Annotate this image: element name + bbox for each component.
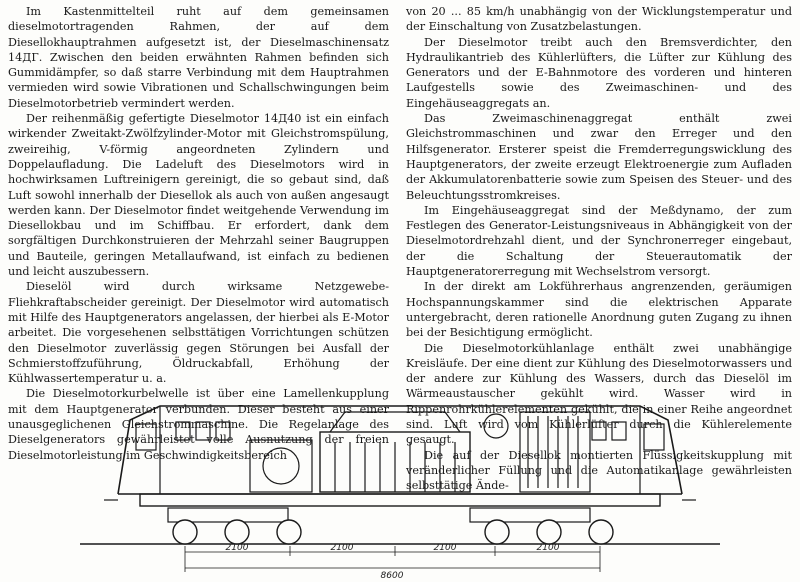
paragraph: In der direkt am Lokführerhaus angrenzenden, geräumigen Hochspannungskammer sind die elektrischen Apparate untergebracht, deren rationelle Anordnung guten Zugang zu ihnen bei der Besichtigung ermöglicht. [406, 280, 792, 340]
paragraph: Der reihenmäßig gefertigte Dieselmotor 14Д40 ist ein einfach wirkender Zweitakt-Zwölfzylinder-Motor mit Gleichstromspülung, zweireihig, V-förmig angeordneten Zylindern und Doppelaufladung. Die Ladeluft des Dieselmotors wird in hochwirksamen Luftreinigern gereinigt, die so gebaut sind, daß Luft sowohl innerhalb der Diesellok als auch von außen angesaugt werden kann. Der Dieselmotor findet weitgehende Verwendung im Diesellokbau und im Schiffbau. Er erfordert, dank dem sorgfältigen Durchkonstruieren der Mehrzahl seiner Baugruppen und Bauteile, geringen Metallaufwand, ist einfach zu bedienen und leicht auszubessern. [8, 112, 389, 279]
locomotive-section-drawing [0, 382, 800, 582]
paragraph: Die auf der Diesellok montierten Flüssigkeitskupplung mit veränderlicher Füllung und die Automatikanlage gewährleisten selbsttätige Ände- [406, 448, 792, 493]
dimension-label: 2100 [536, 543, 560, 553]
paragraph: Die Dieselmotorkühlanlage enthält zwei unabhängige Kreisläufe. Der eine dient zur Kühlung des Dieselmotorwassers und der andere zur Kühlung des Wassers, durch das Dieselöl im Wärmeaustauscher gekühlt wird. Wasser wird in Rippenrohrkühlerelementen gekühlt, die in einer Reihe angeordnet sind. Luft wird vom Kühlerlüfter durch die Kühlerelemente gesaugt. [406, 341, 792, 447]
dimension-label: 2100 [433, 543, 457, 553]
paragraph: Im Eingehäuseaggregat sind der Meßdynamo, der zum Festlegen des Generator-Leistungsniveaus in Abhängigkeit von der Dieselmotordrehzahl dient, und der Synchronerreger eingebaut, der die Schaltung der Steuerautomatik der Hauptgeneratorerregung mit Wechselstrom versorgt. [406, 203, 792, 279]
paragraph: Das Zweimaschinenaggregat enthält zwei Gleichstrommaschinen und zwar den Erreger und den Hilfsgenerator. Ersterer speist die Fremderregungswicklung des Hauptgenerators, der zweite erzeugt Elektroenergie zum Aufladen der Akkumulatorenbatterie sowie zum Speisen des Steuer- und des Beleuchtungsstromkreises. [406, 112, 792, 202]
paragraph: Dieselöl wird durch wirksame Netzgewebe-Fliehkraftabscheider gereinigt. Der Dieselmotor wird automatisch mit Hilfe des Hauptgenerators angelassen, der hierbei als E-Motor arbeitet. Die vorgesehenen selbsttätigen Vorrichtungen schützen den Dieselmotor zuverlässig gegen Störungen bei Ausfall der Schmierstoffzuführung, Öldruckabfall, Erhöhung der Kühlwassertemperatur u. a. [8, 280, 389, 386]
paragraph: Die Dieselmotorkurbelwelle ist über eine Lamellenkupplung mit dem Hauptgenerator verbunden. Dieser besteht aus einer unausgeglichenen Gleichstrommaschine. Die Regelanlage des Dieselgenerators gewährleistet volle Ausnutzung der freien Dieselmotorleistung im Geschwindigkeitsbereich [8, 387, 389, 462]
dimension-label: 2100 [225, 543, 249, 553]
dimension-label: 8600 [380, 571, 404, 581]
paragraph: von 20 ... 85 km/h unabhängig von der Wicklungstemperatur und der Einschaltung von Zusatzbelastungen. [406, 5, 792, 34]
paragraph: Im Kastenmittelteil ruht auf dem gemeinsamen dieselmotortragenden Rahmen, der auf dem Diesellokhauptrahmen aufgesetzt ist, der Dieselmaschinensatz 14ДГ. Zwischen den beiden erwähnten Rahmen befinden sich Gummidämpfer, so daß starre Verbindung mit dem Hauptrahmen vermieden wird sowie Vibrationen und Schallschwingungen beim Dieselmotorbetrieb vermindert werden. [8, 5, 389, 110]
dimension-label: 2100 [330, 543, 354, 553]
paragraph: Der Dieselmotor treibt auch den Bremsverdichter, den Hydraulikantrieb des Kühlerlüfters, die Lüfter zur Kühlung des Generators und der E-Bahnmotore des vorderen und hinteren Laufgestells sowie des Zweimaschinen- und des Eingehäuseaggregats an. [406, 35, 792, 110]
